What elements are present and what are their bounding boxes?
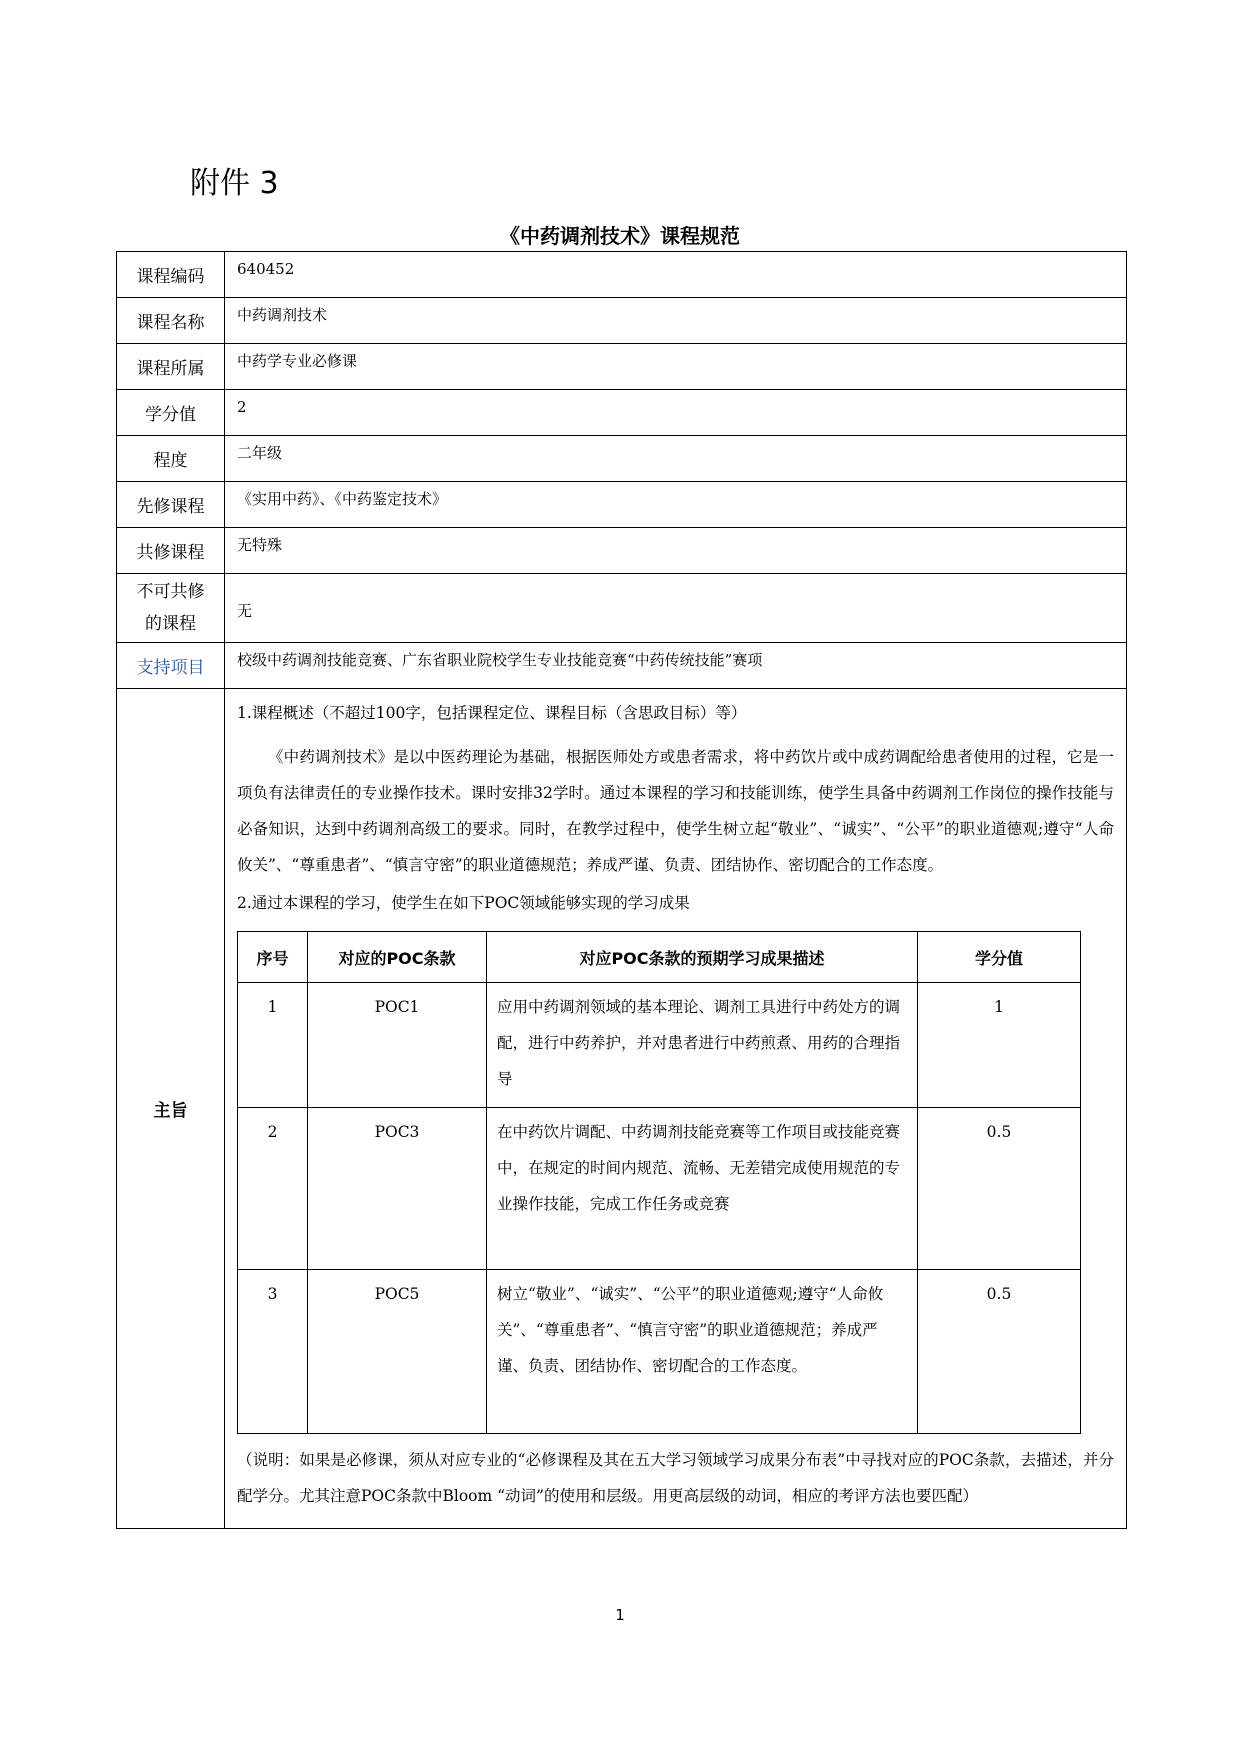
poc-table (237, 931, 1081, 1434)
value-exclusions: 无 (225, 574, 1127, 643)
poc-header-row (238, 932, 1081, 983)
poc-cell-outcome: 在中药饮片调配、中药调剂技能竞赛等工作项目或技能竞赛中，在规定的时间内规范、流畅、无差错完成使用规范的专业操作技能，完成工作任务或竞赛 (487, 1108, 918, 1270)
purpose-content (225, 689, 1127, 1529)
value-course-name: 中药调剂技术 (225, 298, 1127, 344)
poc-header-outcome: 对应POC条款的预期学习成果描述 (487, 932, 918, 983)
label-corequisites: 共修课程 (117, 528, 225, 574)
poc-cell-clause: POC1 (308, 983, 487, 1108)
label-course-name: 课程名称 (117, 298, 225, 344)
row-course-category (117, 344, 1127, 390)
label-credits: 学分值 (117, 390, 225, 436)
row-corequisites (117, 528, 1127, 574)
poc-cell-clause: POC5 (308, 1270, 487, 1434)
poc-cell-credit: 0.5 (918, 1270, 1081, 1434)
label-level: 程度 (117, 436, 225, 482)
poc-header-credit: 学分值 (918, 932, 1081, 983)
attachment-label: 附件 3 (190, 166, 279, 201)
document-title: 《中药调剂技术》课程规范 (500, 224, 740, 248)
row-exclusions (117, 574, 1127, 643)
label-support-projects: 支持项目 (117, 643, 225, 689)
row-level (117, 436, 1127, 482)
label-purpose: 主旨 (117, 689, 225, 1529)
poc-cell-no: 2 (238, 1108, 308, 1270)
label-exclusions-line1: 不可共修 (136, 582, 205, 602)
poc-cell-clause: POC3 (308, 1108, 487, 1270)
poc-cell-outcome: 应用中药调剂领域的基本理论、调剂工具进行中药处方的调配，进行中药养护，并对患者进行中药煎煮、用药的合理指导 (487, 983, 918, 1108)
value-prerequisites: 《实用中药》、《中药鉴定技术》 (225, 482, 1127, 528)
course-spec-table (116, 251, 1127, 1529)
row-prerequisites (117, 482, 1127, 528)
poc-header-clause: 对应的POC条款 (308, 932, 487, 983)
overview-heading: 1.课程概述（不超过100字，包括课程定位、课程目标（含思政目标）等） (237, 704, 747, 722)
note-text: （说明：如果是必修课，须从对应专业的“必修课程及其在五大学习领域学习成果分布表”中寻找对应的POC条款，去描述，并分配学分。尤其注意POC条款中Bloom “动词”的使用和层级。用更高层级的动词，相应的考评方法也要匹配） (237, 1451, 1114, 1505)
poc-cell-no: 3 (238, 1270, 308, 1434)
page-number: 1 (615, 1606, 625, 1624)
row-credits (117, 390, 1127, 436)
row-course-name (117, 298, 1127, 344)
label-course-category: 课程所属 (117, 344, 225, 390)
label-prerequisites: 先修课程 (117, 482, 225, 528)
poc-header-no: 序号 (238, 932, 308, 983)
table-row (238, 1270, 1081, 1434)
row-support-projects (117, 643, 1127, 689)
value-course-code: 640452 (225, 252, 1127, 298)
poc-cell-no: 1 (238, 983, 308, 1108)
row-purpose (117, 689, 1127, 1529)
poc-heading: 2.通过本课程的学习，使学生在如下POC领域能够实现的学习成果 (237, 894, 690, 912)
table-row (238, 1108, 1081, 1270)
table-row (238, 983, 1081, 1108)
value-credits: 2 (225, 390, 1127, 436)
row-course-code (117, 252, 1127, 298)
value-level: 二年级 (225, 436, 1127, 482)
overview-text: 《中药调剂技术》是以中医药理论为基础，根据医师处方或患者需求，将中药饮片或中成药调配给患者使用的过程，它是一项负有法律责任的专业操作技术。课时安排32学时。通过本课程的学习和技能训练，使学生具备中药调剂工作岗位的操作技能与必备知识，达到中药调剂高级工的要求。同时，在教学过程中，使学生树立起“敬业”、“诚实”、“公平”的职业道德观;遵守“人命攸关”、“尊重患者”、“慎言守密”的职业道德规范；养成严谨、负责、团结协作、密切配合的工作态度。 (237, 748, 1114, 874)
label-exclusions (117, 574, 225, 643)
value-course-category: 中药学专业必修课 (225, 344, 1127, 390)
poc-cell-outcome: 树立“敬业”、“诚实”、“公平”的职业道德观;遵守“人命攸关”、“尊重患者”、“慎言守密”的职业道德规范；养成严谨、负责、团结协作、密切配合的工作态度。 (487, 1270, 918, 1434)
poc-cell-credit: 0.5 (918, 1108, 1081, 1270)
label-exclusions-line2: 的课程 (145, 614, 196, 634)
value-corequisites: 无特殊 (225, 528, 1127, 574)
poc-cell-credit: 1 (918, 983, 1081, 1108)
value-support-projects: 校级中药调剂技能竞赛、广东省职业院校学生专业技能竞赛“中药传统技能”赛项 (225, 643, 1127, 689)
label-course-code: 课程编码 (117, 252, 225, 298)
